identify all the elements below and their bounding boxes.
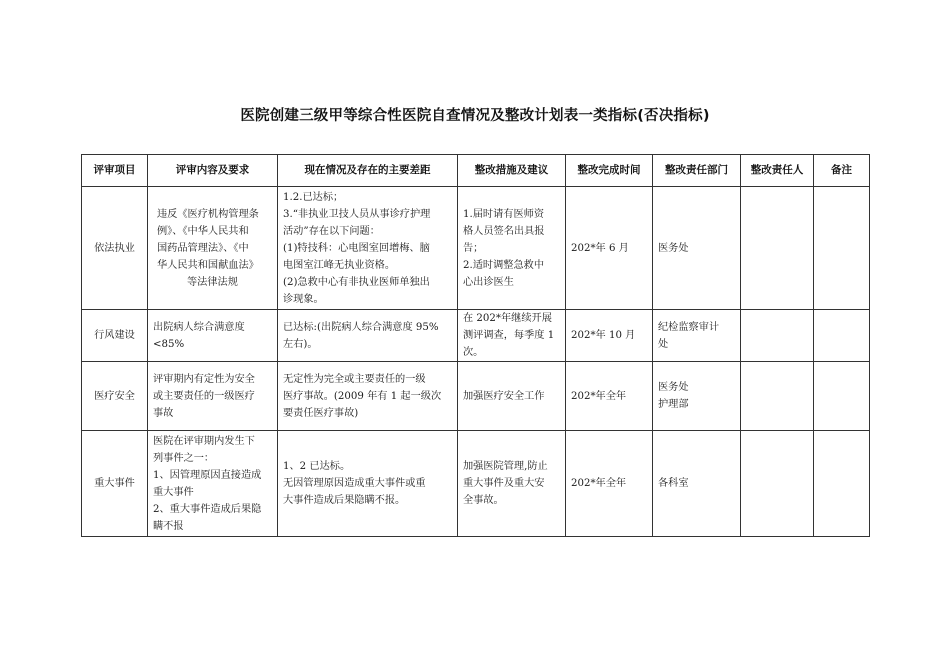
text-line: 出院病人综合满意度: [153, 321, 245, 333]
text-line: 国药品管理法》、《中: [157, 242, 249, 254]
text-line: 已达标:(出院病人综合满意度 95%: [283, 321, 439, 333]
cell-item: 医疗安全: [82, 362, 148, 431]
cell-department: [653, 362, 741, 431]
text-line: 处: [658, 338, 669, 350]
text-line: 在 202*年继续开展: [463, 313, 552, 324]
text-line: 评审期内有定性为安全: [153, 373, 255, 385]
text-line: 列事件之一：: [153, 452, 215, 464]
text-line: 3.“非执业卫技人员从事诊疗护理: [283, 208, 431, 220]
cell-department: [653, 187, 741, 310]
cell-remark: [814, 187, 870, 310]
cell-deadline: 202*年全年: [566, 431, 653, 537]
text-line: 2、重大事件造成后果隐: [153, 503, 262, 515]
text-line: 心出诊医生: [463, 276, 514, 288]
cell-remark: [814, 310, 870, 362]
self-check-table: [81, 154, 870, 537]
text-line: 次。: [463, 347, 484, 358]
cell-person: [741, 310, 814, 362]
cell-deadline: 202*年 6 月: [566, 187, 653, 310]
text-line: 无因管理原因造成重大事件或重: [283, 478, 426, 489]
text-line: 护理部: [658, 399, 689, 410]
text-line: 左右)。: [283, 338, 318, 350]
cell-person: [741, 362, 814, 431]
text-line: <85%: [153, 338, 185, 350]
text-line: (2)急救中心有非执业医师单独出: [283, 276, 430, 288]
text-line: 重大事件及重大安: [463, 478, 545, 489]
cell-department: [653, 310, 741, 362]
cell-measures: [458, 310, 566, 362]
cell-item: 重大事件: [82, 431, 148, 537]
text-line: 活动”存在以下问题：: [283, 225, 380, 237]
cell-status: [278, 187, 458, 310]
cell-remark: [814, 362, 870, 431]
text-line: 重大事件: [153, 486, 194, 498]
text-line: 华人民共和国献血法》: [157, 259, 259, 271]
text-line: 等法律法规: [187, 276, 238, 288]
text-line: 格人员签名出具报: [463, 225, 545, 237]
text-line: 1.届时请有医师资: [463, 208, 545, 220]
cell-measures: [458, 362, 566, 431]
cell-measures: [458, 431, 566, 537]
cell-requirement: [148, 431, 278, 537]
header-cell: 备注: [814, 155, 870, 187]
text-line: 或主要责任的一级医疗: [153, 390, 255, 402]
cell-item: 依法执业: [82, 187, 148, 310]
text-line: 瞒不报: [153, 520, 184, 532]
cell-person: [741, 187, 814, 310]
text-line: 例》、《中华人民共和: [157, 225, 249, 237]
text-line: 电图室江峰无执业资格。: [283, 259, 396, 271]
cell-status: [278, 310, 458, 362]
table-header-row: [82, 155, 870, 187]
text-line: 告；: [463, 242, 484, 254]
text-line: 违反《医疗机构管理条: [157, 208, 259, 220]
text-line: 医务处: [658, 242, 689, 254]
text-line: 要责任医疗事故): [283, 407, 359, 419]
cell-requirement: [148, 187, 278, 310]
table-row: [82, 362, 870, 431]
text-line: 1、2 已达标。: [283, 461, 351, 472]
text-line: 医务处: [658, 382, 689, 393]
cell-person: [741, 431, 814, 537]
text-line: 诊现象。: [283, 293, 324, 305]
cell-department: [653, 431, 741, 537]
document-title: 医院创建三级甲等综合性医院自查情况及整改计划表一类指标(否决指标): [240, 108, 710, 124]
text-line: 1.2.已达标；: [283, 191, 344, 203]
table-row: [82, 431, 870, 537]
text-line: 2.适时调整急救中: [463, 259, 545, 271]
header-cell: 整改措施及建议: [458, 155, 566, 187]
table-row: [82, 310, 870, 362]
text-line: 全事故。: [463, 495, 504, 506]
text-line: 无定性为完全或主要责任的一级: [283, 373, 426, 385]
header-cell: 评审内容及要求: [148, 155, 278, 187]
header-cell: 评审项目: [82, 155, 148, 187]
text-line: 纪检监察审计: [658, 321, 720, 333]
cell-item: 行风建设: [82, 310, 148, 362]
text-line: 事故: [153, 407, 174, 419]
text-line: 加强医院管理,防止: [463, 461, 548, 472]
cell-remark: [814, 431, 870, 537]
cell-measures: [458, 187, 566, 310]
header-cell: 现在情况及存在的主要差距: [278, 155, 458, 187]
cell-status: [278, 431, 458, 537]
text-line: 医疗事故。(2009 年有 1 起一级次: [283, 390, 442, 402]
table-row: [82, 187, 870, 310]
header-cell: 整改责任部门: [653, 155, 741, 187]
text-line: 1、因管理原因直接造成: [153, 469, 262, 481]
cell-status: [278, 362, 458, 431]
header-cell: 整改责任人: [741, 155, 814, 187]
text-line: 大事件造成后果隐瞒不报。: [283, 495, 406, 506]
cell-requirement: [148, 362, 278, 431]
cell-deadline: 202*年全年: [566, 362, 653, 431]
cell-requirement: [148, 310, 278, 362]
text-line: 测评调查，每季度 1: [463, 330, 555, 341]
text-line: 各科室: [658, 478, 689, 489]
text-line: 加强医疗安全工作: [463, 390, 545, 402]
text-line: 医院在评审期内发生下: [153, 435, 255, 447]
text-line: (1)特技科：心电图室回增梅、脑: [283, 242, 430, 254]
cell-deadline: 202*年 10 月: [566, 310, 653, 362]
header-cell: 整改完成时间: [566, 155, 653, 187]
